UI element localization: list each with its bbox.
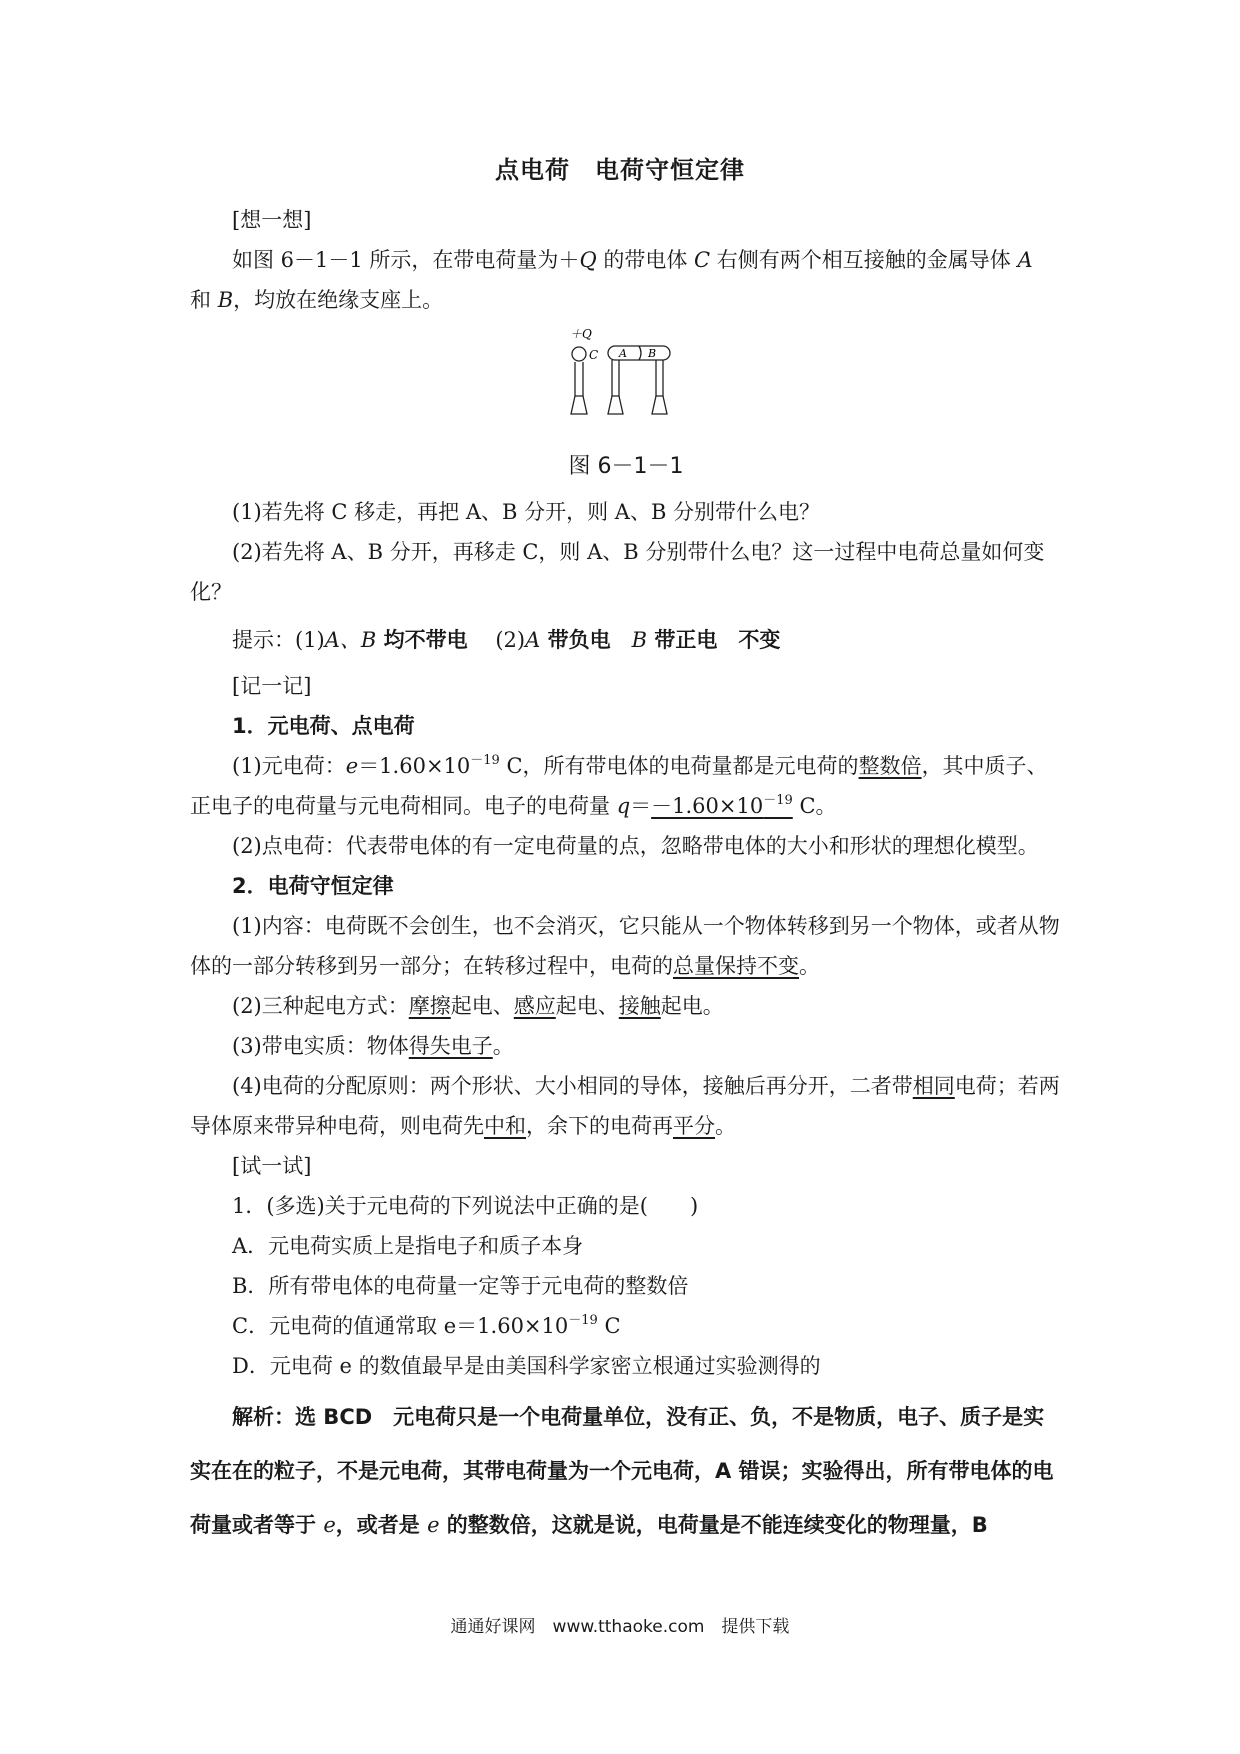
base-b (652, 396, 667, 414)
underlined-induction: 感应 (513, 994, 556, 1018)
figure-label-c: C (589, 348, 599, 362)
intro-text-4: 和 (190, 288, 218, 312)
analysis-text-1: 元电荷只是一个电荷量单位，没有正、负，不是物质，电子、质子是实实在在的粒子，不是元电荷，其带电荷量为一个元电荷，A 错误；实验得出，所有带电体的电荷量或者等于 (190, 1405, 1054, 1537)
underlined-contact: 接触 (618, 994, 661, 1018)
hint-1-prefix: (1) (295, 628, 325, 652)
item-2-2-text-c: 起电、 (555, 994, 619, 1018)
underlined-neutralize: 中和 (484, 1114, 526, 1138)
item-2-4-text-b: 电荷；若两导体原来带异种电荷，则电荷先 (190, 1074, 1060, 1138)
analysis-text-3: 的整数倍，这就是说，电荷量是不能连续变化的物理量，B (439, 1513, 988, 1537)
figure-conductors (190, 326, 1062, 446)
item-2-1-text-b: 。 (799, 954, 820, 978)
exponent-1: －19 (470, 753, 500, 768)
underlined-gain-lose-electrons: 得失电子 (408, 1034, 493, 1058)
underlined-electron-charge (651, 794, 793, 818)
option-b: B．所有带电体的电荷量一定等于元电荷的整数倍 (232, 1274, 689, 1298)
hint-2-b-answer: 带正电 (647, 628, 718, 652)
symbol-q-electron: q (616, 794, 631, 818)
item-2-1-text-a: (1)内容：电荷既不会创生，也不会消灭，它只能从一个物体转移到另一个物体，或者从物体的一部分转移到另一部分；在转移过程中，电荷的 (190, 914, 1060, 978)
figure-label-charge: ＋Q (570, 327, 592, 341)
hint-2-a-answer: 带负电 (540, 628, 611, 652)
symbol-e: e (345, 754, 359, 778)
analysis-label: 解析：选 BCD (232, 1405, 394, 1429)
question-2: (2)若先将 A、B 分开，再移走 C，则 A、B 分别带什么电？这一过程中电荷总量如何变化？ (190, 540, 1045, 604)
main-content (190, 200, 1062, 1573)
item-1-1-text-b: ＝1.60×10 (358, 754, 471, 778)
option-c-unit: C (597, 1314, 621, 1338)
hint-2-prefix: (2) (495, 628, 526, 652)
intro-paragraph (190, 240, 1062, 320)
base-c (571, 396, 587, 414)
item-2-2 (190, 986, 1062, 1026)
underlined-friction: 摩擦 (408, 994, 451, 1018)
underlined-total-conserved: 总量保持不变 (673, 954, 799, 978)
item-1-1-text-a: (1)元电荷： (232, 754, 346, 778)
intro-text-1: 如图 6－1－1 所示，在带电荷量为＋ (232, 248, 580, 272)
option-c-exponent: －19 (568, 1313, 598, 1328)
electron-charge-value: －1.60×10 (651, 794, 764, 818)
hint-3-answer: 不变 (738, 628, 781, 652)
item-1-title: 1．元电荷、点电荷 (232, 714, 415, 738)
item-2-title: 2．电荷守恒定律 (232, 874, 394, 898)
analysis-symbol-e1: e (323, 1513, 336, 1537)
base-a (608, 396, 623, 414)
conductor-diagram (570, 326, 680, 446)
analysis-text-2: ，或者是 (335, 1513, 428, 1537)
charged-sphere (572, 347, 586, 361)
item-2-3 (190, 1026, 1062, 1066)
page-title: 点电荷 电荷守恒定律 (495, 156, 745, 184)
question-1: (1)若先将 C 移走，再把 A、B 分开，则 A、B 分别带什么电？ (232, 500, 821, 524)
item-2-2-text-a: (2)三种起电方式： (232, 994, 409, 1018)
figure-caption: 图 6－1－1 (568, 454, 684, 479)
intro-text-2: 的带电体 (596, 248, 695, 272)
item-2-4 (190, 1066, 1062, 1146)
item-2-2-text-b: 起电、 (450, 994, 514, 1018)
conductors-ab (608, 346, 670, 360)
stand-a (612, 360, 619, 396)
underlined-integer-multiple: 整数倍 (858, 754, 922, 778)
exponent-2: －19 (763, 793, 793, 808)
section-heading-remember: [记一记] (232, 674, 312, 698)
item-2-3-text-b: 。 (492, 1034, 514, 1058)
intro-text-3: 右侧有两个相互接触的金属导体 (710, 248, 1018, 272)
item-2-4-text-a: (4)电荷的分配原则：两个形状、大小相同的导体，接触后再分开，二者带 (232, 1074, 913, 1098)
section-heading-think: [想一想] (232, 208, 312, 232)
symbol-b: B (217, 288, 234, 312)
item-1-1 (190, 746, 1062, 826)
hint-label: 提示： (232, 628, 295, 652)
underlined-same: 相同 (912, 1074, 955, 1098)
analysis-paragraph (190, 1390, 1062, 1552)
hint-2-a: A (525, 628, 541, 652)
try-question: 1．(多选)关于元电荷的下列说法中正确的是( ) (232, 1194, 699, 1218)
intro-text-5: ，均放在绝缘支座上。 (233, 288, 444, 312)
item-1-1-text-d: ，其中质子、正电子的电荷量与元电荷相同。电子的电荷量 (190, 754, 1048, 818)
option-a: A．元电荷实质上是指电子和质子本身 (232, 1234, 584, 1258)
option-d: D．元电荷 e 的数值最早是由美国科学家密立根通过实验测得的 (232, 1354, 821, 1378)
option-c (190, 1306, 1062, 1346)
item-2-2-text-d: 起电。 (660, 994, 724, 1018)
item-2-1 (190, 906, 1062, 986)
item-2-4-text-c: ，余下的电荷再 (526, 1114, 673, 1138)
page-footer: 通通好课网 www.tthaoke.com 提供下载 (450, 1617, 790, 1637)
symbol-a: A (1017, 248, 1033, 272)
contact-line (639, 346, 641, 360)
item-1-1-text-e: ＝ (630, 794, 652, 818)
section-heading-try: [试一试] (232, 1154, 312, 1178)
hint-paragraph (190, 618, 1062, 662)
stand-b (656, 360, 663, 396)
hint-1-answer: 均不带电 (376, 628, 468, 652)
analysis-symbol-e2: e (427, 1513, 440, 1537)
item-2-3-text-a: (3)带电实质：物体 (232, 1034, 409, 1058)
option-c-text: C．元电荷的值通常取 e＝1.60×10 (232, 1314, 569, 1338)
underlined-split-equally: 平分 (673, 1114, 715, 1138)
figure-label-a: A (619, 347, 627, 360)
symbol-c: C (694, 248, 711, 272)
stand-c (575, 362, 583, 396)
hint-1-letters: A、B (324, 628, 377, 652)
item-1-2: (2)点电荷：代表带电体的有一定电荷量的点，忽略带电体的大小和形状的理想化模型。 (232, 834, 1039, 858)
symbol-q: Q (579, 248, 597, 272)
hint-2-b: B (631, 628, 648, 652)
item-1-1-text-c: C，所有带电体的电荷量都是元电荷的 (499, 754, 859, 778)
item-2-4-text-d: 。 (715, 1114, 736, 1138)
figure-label-b: B (648, 347, 657, 360)
item-1-1-text-f: C。 (792, 794, 837, 818)
